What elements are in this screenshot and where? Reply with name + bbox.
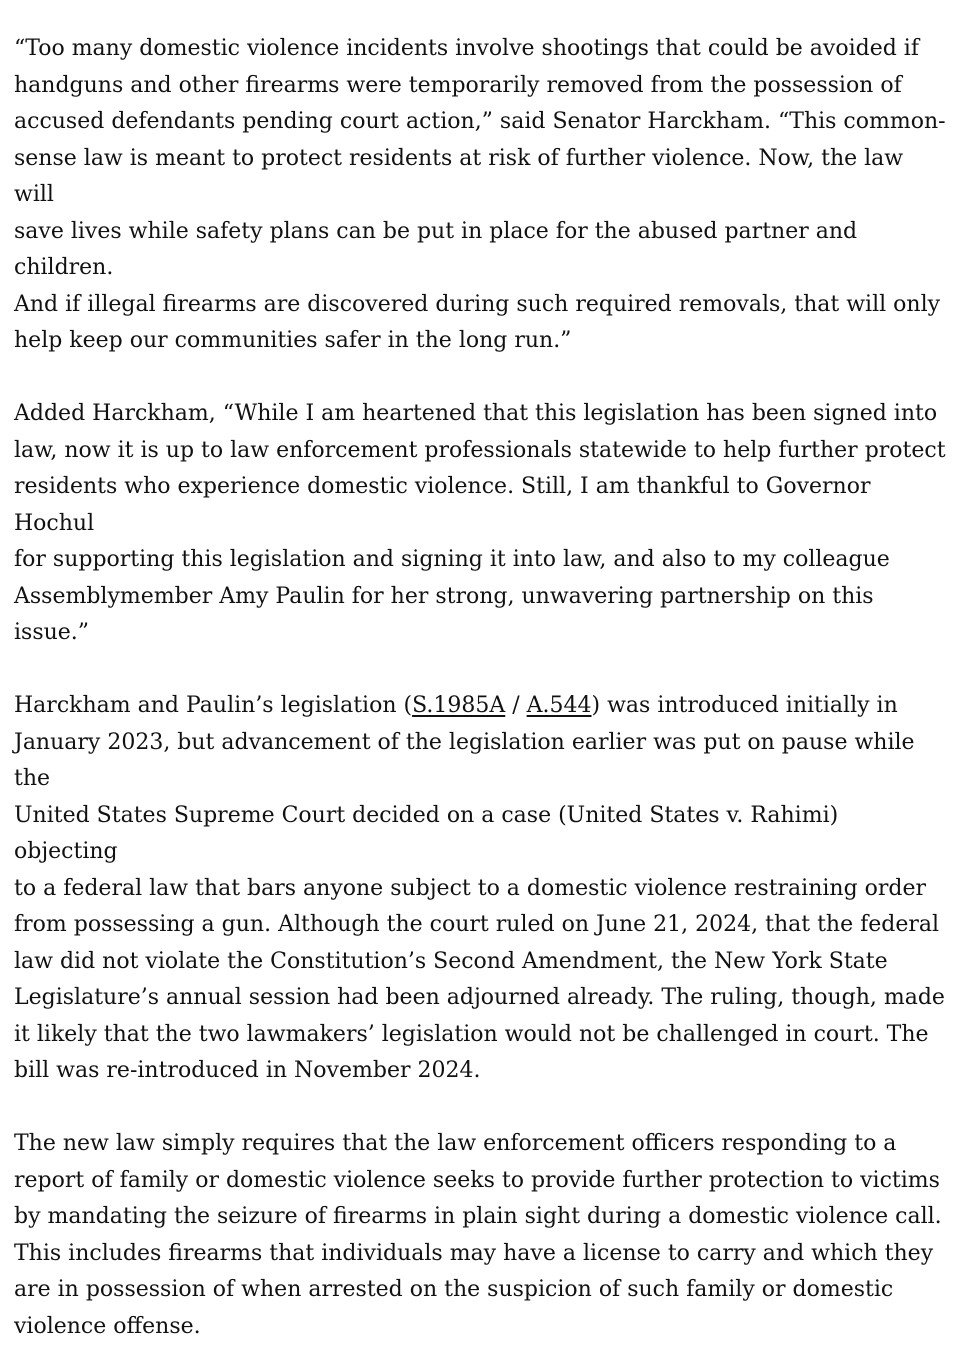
quote-paragraph-harckham: “Too many domestic violence incidents involve shootings that could be avoided if handguns and other firearms were temporarily removed from the possession of accused defendants pending court action,” said Senator Harckham. “This common- sense law is meant to protect residents at risk of further violence. Now, the law will save lives while safety plans can be put in place for the abused partner and children. And if illegal firearms are discovered during such required removals, that will only help keep our communities safer in the long run.” — [14, 36, 946, 353]
legislation-history-paragraph — [14, 688, 948, 1090]
assembly-bill-link[interactable]: A.544 — [526, 693, 592, 718]
legislation-text-after: ) was introduced initially in January 2023, but advancement of the legislation earlier was put on pause while the United States Supreme Court decided on a case (United States v. Rahimi) objecting to a federal law that bars anyone subject to a domestic violence restraining order from possessing a gun. Although the court ruled on June 21, 2024, that the federal law did not violate the Constitution’s Second Amendment, the New York State Legislature’s annual session had been adjourned already. The ruling, though, made it likely that the two lawmakers’ legislation would not be challenged in court. The bill was re-introduced in November 2024. — [14, 693, 945, 1083]
legislation-text-before: Harckham and Paulin’s legislation ( — [14, 693, 413, 718]
article-body — [14, 31, 948, 1345]
bill-separator: / — [505, 693, 527, 718]
new-law-paragraph: The new law simply requires that the law enforcement officers responding to a report of family or domestic violence seeks to provide further protection to victims by mandating the seizure of firearms in plain sight during a domestic violence call. This includes firearms that individuals may have a license to carry and which they are in possession of when arrested on the suspicion of such family or domestic violence offense. — [14, 1131, 942, 1339]
added-quote-paragraph: Added Harckham, “While I am heartened that this legislation has been signed into law, now it is up to law enforcement professionals statewide to help further protect residents who experience domestic violence. Still, I am thankful to Governor Hochul for supporting this legislation and signing it into law, and also to my colleague Assemblymember Amy Paulin for her strong, unwavering partnership on this issue.” — [14, 401, 946, 645]
senate-bill-link[interactable]: S.1985A — [412, 693, 506, 718]
